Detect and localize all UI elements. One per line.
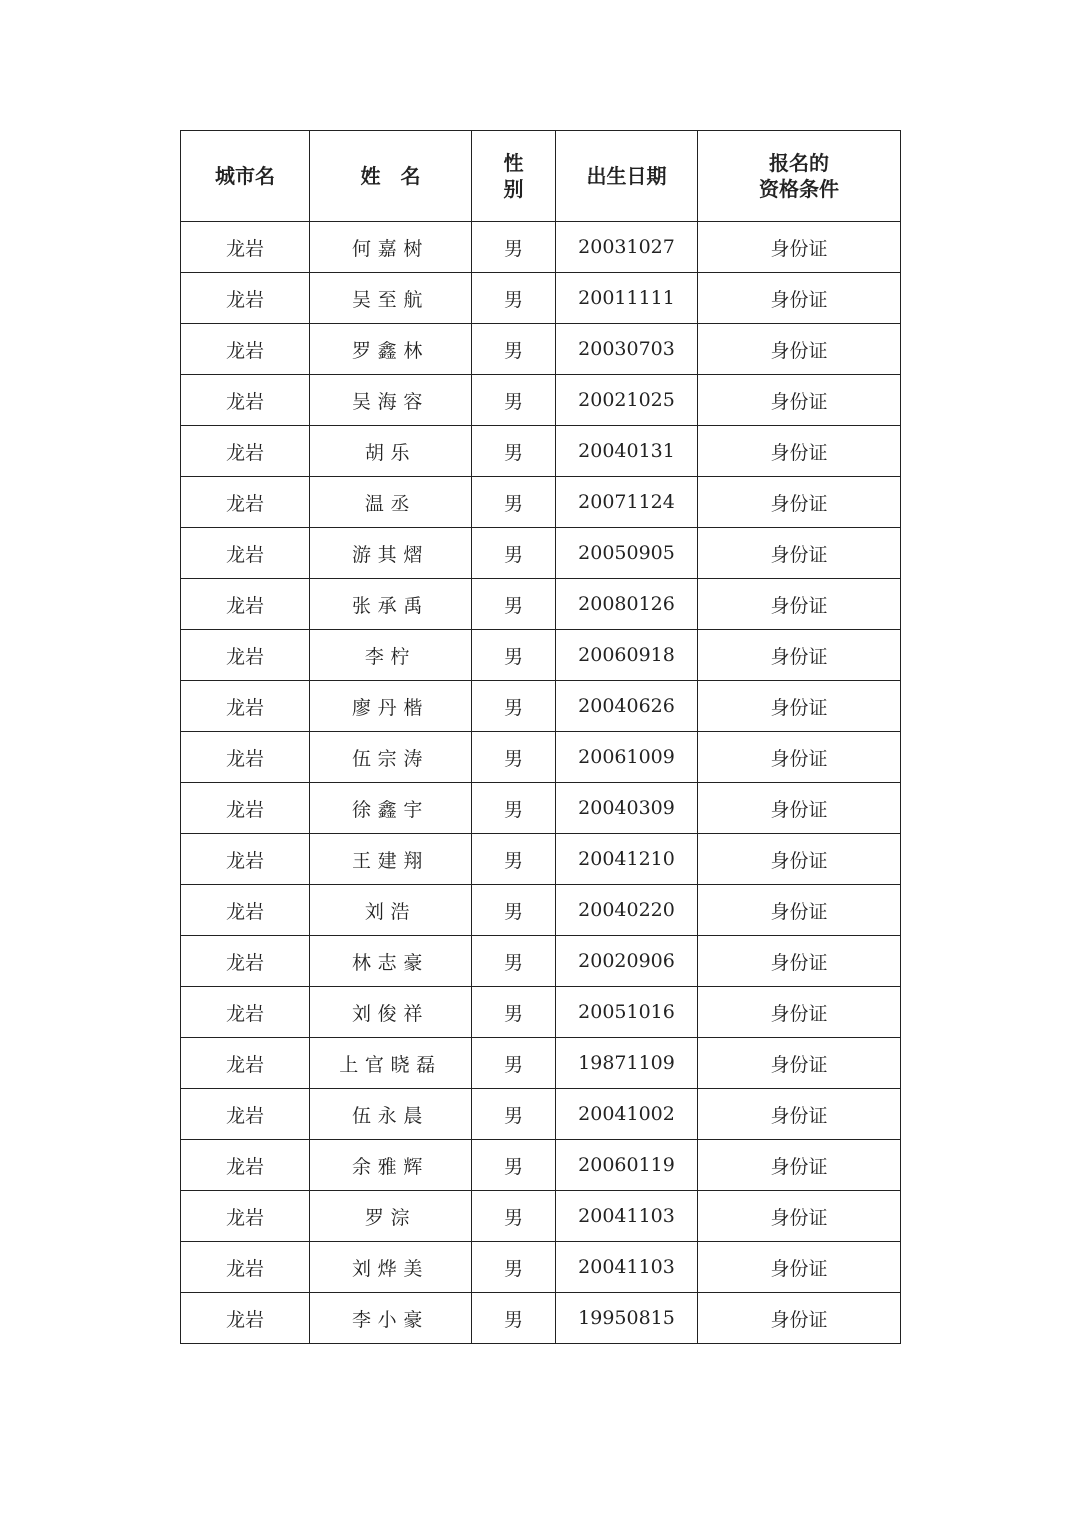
cell-gender: 男	[472, 426, 556, 477]
cell-gender: 男	[472, 834, 556, 885]
cell-gender: 男	[472, 1140, 556, 1191]
cell-city: 龙岩	[181, 528, 310, 579]
cell-name: 廖丹楷	[310, 681, 472, 732]
table-row	[181, 426, 901, 477]
cell-condition: 身份证	[698, 426, 901, 477]
roster-table	[180, 130, 901, 1344]
cell-name: 余雅辉	[310, 1140, 472, 1191]
cell-gender: 男	[472, 885, 556, 936]
cell-condition: 身份证	[698, 885, 901, 936]
cell-gender: 男	[472, 1089, 556, 1140]
cell-gender: 男	[472, 324, 556, 375]
cell-dob: 20061009	[556, 732, 698, 783]
cell-gender: 男	[472, 477, 556, 528]
header-city: 城市名	[181, 131, 310, 222]
cell-name: 徐鑫宇	[310, 783, 472, 834]
cell-condition: 身份证	[698, 528, 901, 579]
cell-gender: 男	[472, 375, 556, 426]
cell-city: 龙岩	[181, 834, 310, 885]
cell-dob: 19871109	[556, 1038, 698, 1089]
cell-dob: 20040309	[556, 783, 698, 834]
table-body	[181, 222, 901, 1344]
cell-condition: 身份证	[698, 630, 901, 681]
table-row	[181, 732, 901, 783]
cell-gender: 男	[472, 783, 556, 834]
table-header	[181, 131, 901, 222]
cell-gender: 男	[472, 732, 556, 783]
table-row	[181, 1242, 901, 1293]
cell-dob: 20041002	[556, 1089, 698, 1140]
cell-city: 龙岩	[181, 1089, 310, 1140]
cell-dob: 20011111	[556, 273, 698, 324]
cell-condition: 身份证	[698, 222, 901, 273]
table-row	[181, 681, 901, 732]
table-row	[181, 1140, 901, 1191]
cell-name: 王建翔	[310, 834, 472, 885]
cell-dob: 20041210	[556, 834, 698, 885]
header-name: 姓 名	[310, 131, 472, 222]
cell-gender: 男	[472, 579, 556, 630]
table-row	[181, 375, 901, 426]
header-row	[181, 131, 901, 222]
cell-name: 伍宗涛	[310, 732, 472, 783]
table-row	[181, 273, 901, 324]
cell-city: 龙岩	[181, 681, 310, 732]
cell-dob: 20021025	[556, 375, 698, 426]
cell-city: 龙岩	[181, 885, 310, 936]
cell-condition: 身份证	[698, 936, 901, 987]
cell-condition: 身份证	[698, 1191, 901, 1242]
cell-gender: 男	[472, 273, 556, 324]
cell-gender: 男	[472, 1038, 556, 1089]
cell-city: 龙岩	[181, 783, 310, 834]
cell-name: 何嘉树	[310, 222, 472, 273]
cell-dob: 20040220	[556, 885, 698, 936]
cell-name: 罗淙	[310, 1191, 472, 1242]
table-row	[181, 579, 901, 630]
cell-name: 刘俊祥	[310, 987, 472, 1038]
cell-dob: 20031027	[556, 222, 698, 273]
cell-name: 伍永晨	[310, 1089, 472, 1140]
cell-city: 龙岩	[181, 579, 310, 630]
cell-gender: 男	[472, 630, 556, 681]
table-row	[181, 528, 901, 579]
table-row	[181, 834, 901, 885]
cell-city: 龙岩	[181, 1140, 310, 1191]
cell-city: 龙岩	[181, 936, 310, 987]
cell-name: 张承禹	[310, 579, 472, 630]
cell-city: 龙岩	[181, 1242, 310, 1293]
cell-city: 龙岩	[181, 222, 310, 273]
cell-condition: 身份证	[698, 375, 901, 426]
cell-dob: 20041103	[556, 1242, 698, 1293]
cell-condition: 身份证	[698, 1242, 901, 1293]
cell-city: 龙岩	[181, 987, 310, 1038]
cell-city: 龙岩	[181, 324, 310, 375]
cell-city: 龙岩	[181, 1293, 310, 1344]
table-row	[181, 477, 901, 528]
table-row	[181, 1089, 901, 1140]
cell-dob: 20080126	[556, 579, 698, 630]
cell-condition: 身份证	[698, 681, 901, 732]
cell-condition: 身份证	[698, 324, 901, 375]
table-row	[181, 885, 901, 936]
cell-name: 游其熠	[310, 528, 472, 579]
cell-gender: 男	[472, 936, 556, 987]
cell-name: 罗鑫林	[310, 324, 472, 375]
table-row	[181, 1191, 901, 1242]
cell-city: 龙岩	[181, 1191, 310, 1242]
cell-dob: 19950815	[556, 1293, 698, 1344]
header-condition: 报名的 资格条件	[698, 131, 901, 222]
cell-name: 李柠	[310, 630, 472, 681]
cell-name: 刘浩	[310, 885, 472, 936]
cell-dob: 20071124	[556, 477, 698, 528]
cell-gender: 男	[472, 528, 556, 579]
cell-gender: 男	[472, 1293, 556, 1344]
cell-condition: 身份证	[698, 987, 901, 1038]
table-row	[181, 222, 901, 273]
cell-condition: 身份证	[698, 273, 901, 324]
cell-condition: 身份证	[698, 732, 901, 783]
cell-gender: 男	[472, 987, 556, 1038]
cell-city: 龙岩	[181, 426, 310, 477]
cell-condition: 身份证	[698, 1089, 901, 1140]
cell-name: 吴海容	[310, 375, 472, 426]
table-row	[181, 324, 901, 375]
cell-gender: 男	[472, 222, 556, 273]
cell-dob: 20020906	[556, 936, 698, 987]
table-row	[181, 1038, 901, 1089]
header-dob: 出生日期	[556, 131, 698, 222]
cell-name: 温丞	[310, 477, 472, 528]
cell-dob: 20040131	[556, 426, 698, 477]
cell-city: 龙岩	[181, 732, 310, 783]
table-row	[181, 630, 901, 681]
cell-city: 龙岩	[181, 477, 310, 528]
cell-condition: 身份证	[698, 783, 901, 834]
table-row	[181, 936, 901, 987]
cell-dob: 20041103	[556, 1191, 698, 1242]
table-row	[181, 783, 901, 834]
cell-gender: 男	[472, 681, 556, 732]
cell-name: 刘烨美	[310, 1242, 472, 1293]
cell-name: 吴至航	[310, 273, 472, 324]
cell-condition: 身份证	[698, 1293, 901, 1344]
cell-gender: 男	[472, 1191, 556, 1242]
cell-condition: 身份证	[698, 1038, 901, 1089]
cell-dob: 20060918	[556, 630, 698, 681]
cell-city: 龙岩	[181, 273, 310, 324]
cell-dob: 20040626	[556, 681, 698, 732]
cell-condition: 身份证	[698, 579, 901, 630]
cell-name: 上官晓磊	[310, 1038, 472, 1089]
cell-city: 龙岩	[181, 630, 310, 681]
header-gender: 性 别	[472, 131, 556, 222]
cell-gender: 男	[472, 1242, 556, 1293]
cell-dob: 20051016	[556, 987, 698, 1038]
cell-condition: 身份证	[698, 834, 901, 885]
cell-condition: 身份证	[698, 477, 901, 528]
cell-city: 龙岩	[181, 375, 310, 426]
table-row	[181, 1293, 901, 1344]
cell-name: 胡乐	[310, 426, 472, 477]
cell-name: 李小豪	[310, 1293, 472, 1344]
cell-dob: 20060119	[556, 1140, 698, 1191]
cell-dob: 20030703	[556, 324, 698, 375]
cell-condition: 身份证	[698, 1140, 901, 1191]
cell-city: 龙岩	[181, 1038, 310, 1089]
table-row	[181, 987, 901, 1038]
cell-name: 林志豪	[310, 936, 472, 987]
cell-dob: 20050905	[556, 528, 698, 579]
roster-table-container	[180, 130, 900, 1344]
